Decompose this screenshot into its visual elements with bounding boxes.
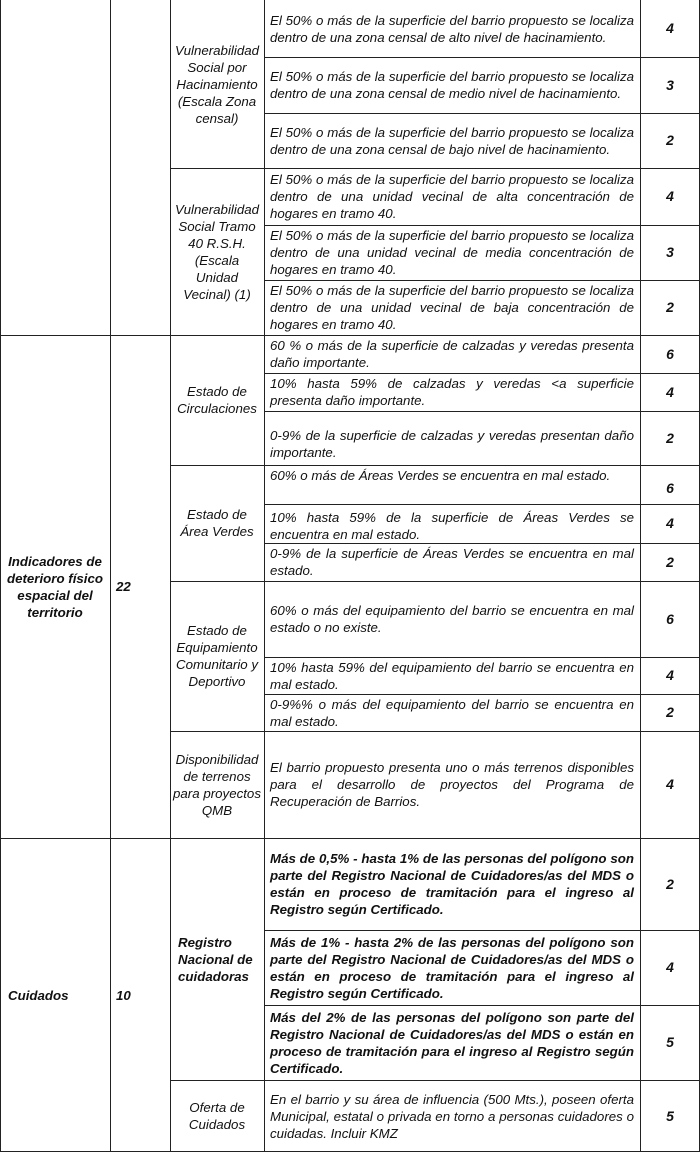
criterion-description: 60 % o más de la superficie de calzadas y veredas presenta daño importante. [270,338,634,370]
score-cell: 6 [666,480,674,496]
score-cell: 4 [666,383,674,400]
grid-line [264,694,700,695]
grid-line [264,225,700,226]
grid-line [264,411,700,412]
grid-line [170,731,700,732]
category-cell: Cuidados [8,987,69,1003]
grid-line [170,168,700,169]
grid-line [110,0,111,1152]
category-cell: Indicadores de deterioro físico espacial del territorio [6,553,104,620]
total-cell [110,0,170,335]
criterion-description: 0-9% de la superficie de Áreas Verdes se encuentra en mal estado. [270,546,634,578]
subcriterion-cell: Vulnerabilidad Social Tramo 40 R.S.H. (Escala Unidad Vecinal) (1) [174,201,260,302]
grid-line [264,930,700,931]
criterion-description: 10% hasta 59% de calzadas y veredas <a superficie presenta daño importante. [270,376,634,408]
criterion-description: El 50% o más de la superficie del barrio propuesto se localiza dentro de una unidad vecinal de media concentración de hogares en tramo 40. [270,228,634,277]
subcriterion-cell: Disponibilidad de terrenos para proyectos QMB [173,751,261,818]
score-cell: 6 [666,610,674,627]
criterion-description: El 50% o más de la superficie del barrio propuesto se localiza dentro de una zona censal de bajo nivel de hacinamiento. [270,124,634,157]
grid-line [264,1005,700,1006]
score-cell: 2 [666,299,674,315]
category-cell [0,0,110,335]
criterion-description: 0-9% de la superficie de calzadas y veredas presentan daño importante. [270,428,634,460]
grid-line [0,838,700,839]
score-cell: 4 [666,188,674,204]
score-cell: 4 [666,959,674,975]
total-cell: 22 [116,579,131,594]
score-cell: 4 [666,776,674,792]
grid-line [264,0,265,1152]
score-cell: 3 [666,244,674,260]
score-cell: 5 [666,1034,674,1050]
score-cell: 4 [666,20,674,36]
grid-line [170,1080,700,1081]
grid-line [264,373,700,374]
criterion-description: Más de 1% - hasta 2% de las personas del polígono son parte del Registro Nacional de Cuidadores/as del MDS o están en proceso de tramitación para el ingreso al Registro según Certificado. [270,934,634,1001]
grid-line [264,543,700,544]
score-cell: 2 [666,132,674,148]
total-cell: 10 [116,987,131,1003]
grid-line [264,57,700,58]
subcriterion-cell: Oferta de Cuidados [188,1100,246,1132]
criterion-description: El 50% o más de la superficie del barrio propuesto se localiza dentro de una zona censal de alto nivel de hacinamiento. [270,12,634,45]
criterion-description: 10% hasta 59% del equipamiento del barrio se encuentra en mal estado. [270,659,634,692]
score-cell: 5 [666,1107,674,1124]
grid-line [640,0,641,1152]
score-cell: 2 [666,429,674,446]
criterion-description: Más de 0,5% - hasta 1% de las personas del polígono son parte del Registro Nacional de Cuidadores/as del MDS o están en proceso de tramitación para el ingreso al Registro según Certificado. [270,851,634,917]
criterion-description: Más del 2% de las personas del polígono son parte del Registro Nacional de Cuidadores/as del MDS o están en proceso de tramitación para el ingreso al Registro según Certificado. [270,1009,634,1076]
grid-line [170,581,700,582]
grid-line [264,280,700,281]
score-cell: 3 [666,76,674,93]
criterion-description: 60% o más del equipamiento del barrio se encuentra en mal estado o no existe. [270,603,634,635]
grid-line [170,0,171,1152]
grid-line [170,465,700,466]
score-cell: 4 [666,515,674,531]
criterion-description: El barrio propuesto presenta uno o más terrenos disponibles para el desarrollo de proyectos del Programa de Recuperación de Barrios. [270,760,634,809]
grid-line [264,113,700,114]
criterion-description: El 50% o más de la superficie del barrio propuesto se localiza dentro de una unidad vecinal de alta concentración de hogares en tramo 40. [270,172,634,221]
score-cell: 4 [666,667,674,683]
subcriterion-cell: Registro Nacional de cuidadoras [178,934,253,984]
subcriterion-cell: Estado de Circulaciones [177,384,257,416]
grid-line [264,504,700,505]
criterion-description: El 50% o más de la superficie del barrio propuesto se localiza dentro de una zona censal de medio nivel de hacinamiento. [270,69,634,101]
criterion-description: 0-9%% o más del equipamiento del barrio se encuentra en mal estado. [270,696,634,729]
score-cell: 2 [666,704,674,720]
score-cell: 2 [666,553,674,570]
subcriterion-cell: Vulnerabilidad Social por Hacinamiento (Escala Zona censal) [174,42,260,126]
score-cell: 6 [666,345,674,362]
criterion-description: El 50% o más de la superficie del barrio propuesto se localiza dentro de una unidad vecinal de baja concentración de hogares en tramo 40. [270,283,634,332]
subcriterion-cell: Estado de Área Verdes [180,507,254,539]
grid-line [0,0,1,1152]
criterion-description: 60% o más de Áreas Verdes se encuentra en mal estado. [270,468,611,483]
score-cell: 2 [666,875,674,892]
subcriterion-cell: Estado de Equipamiento Comunitario y Deportivo [175,623,259,689]
grid-line [0,335,700,336]
grid-line [264,657,700,658]
criterion-description: En el barrio y su área de influencia (500 Mts.), poseen oferta Municipal, estatal o privada en torno a personas cuidadores o cuidadas. Incluir KMZ [270,1091,634,1141]
criterion-description: 10% hasta 59% de la superficie de Áreas Verdes se encuentra en mal estado. [270,509,634,542]
